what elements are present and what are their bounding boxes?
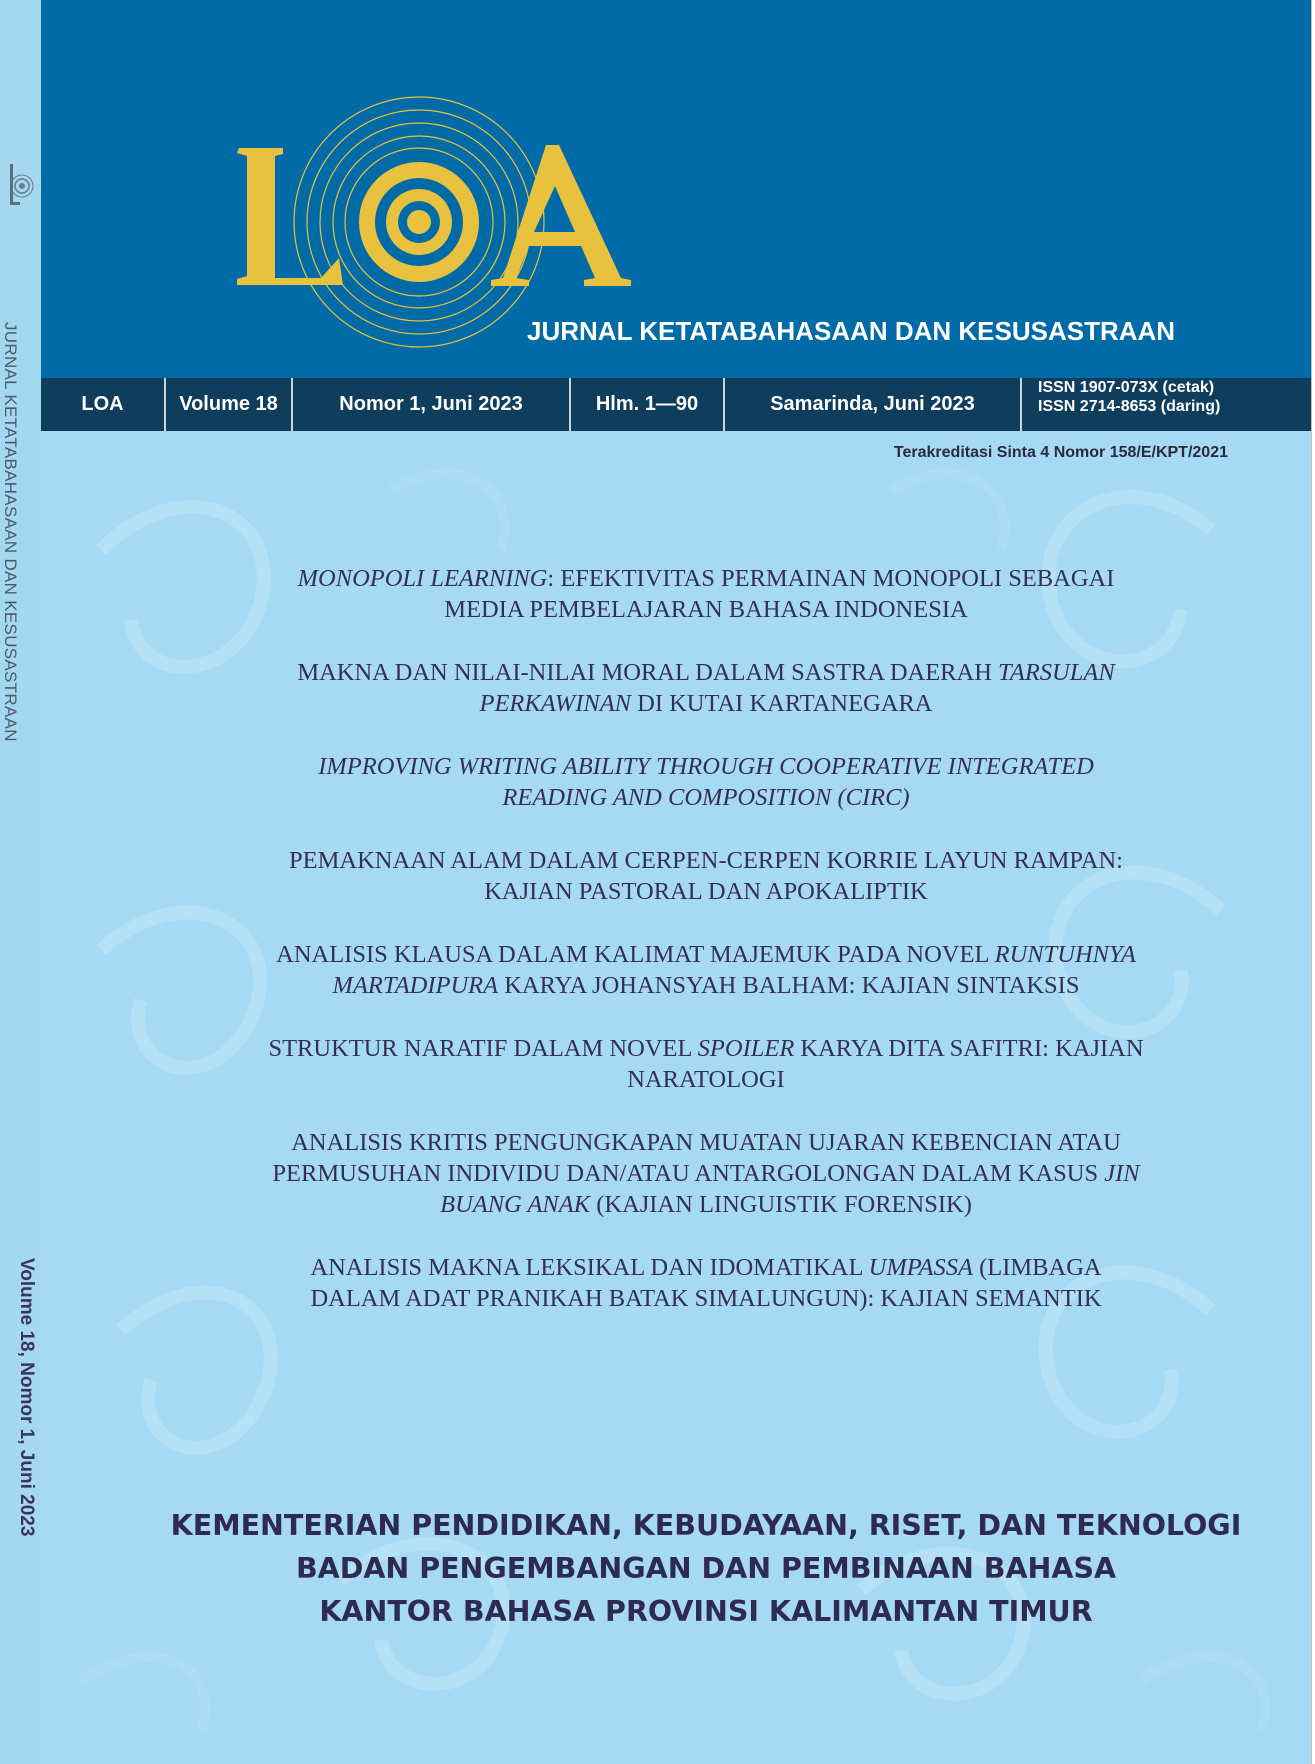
article-title-italic: TARSULAN bbox=[998, 659, 1115, 686]
article-list bbox=[161, 563, 1251, 1346]
article-title-text: (KAJIAN LINGUISTIK FORENSIK) bbox=[590, 1191, 972, 1218]
article-title-text: MEDIA PEMBELAJARAN BAHASA INDONESIA bbox=[444, 596, 968, 623]
article-title bbox=[161, 845, 1251, 907]
article-title-italic: MARTADIPURA bbox=[332, 972, 499, 999]
spine bbox=[0, 0, 42, 1764]
article-title-italic: IMPROVING WRITING ABILITY THROUGH COOPERATIVE INTEGRATED bbox=[318, 753, 1094, 780]
article-title-text: MAKNA DAN NILAI-NILAI MORAL DALAM SASTRA DAERAH bbox=[297, 659, 999, 686]
article-title bbox=[161, 939, 1251, 1001]
article-title-italic: PERKAWINAN bbox=[479, 690, 631, 717]
issn-online: ISSN 2714-8653 (daring) bbox=[1038, 398, 1221, 415]
cover-header bbox=[41, 0, 1311, 378]
info-place-date: Samarinda, Juni 2023 bbox=[725, 378, 1022, 431]
spine-title: JURNAL KETATABAHASAAN DAN KESUSASTRAAN bbox=[1, 322, 20, 742]
article-title bbox=[161, 1127, 1251, 1220]
article-title-italic: READING AND COMPOSITION (CIRC) bbox=[502, 784, 910, 811]
article-title-text: DI KUTAI KARTANEGARA bbox=[631, 690, 933, 717]
article-title-text: KARYA JOHANSYAH BALHAM: KAJIAN SINTAKSIS bbox=[498, 972, 1080, 999]
issn-print: ISSN 1907-073X (cetak) bbox=[1038, 379, 1215, 396]
article-title-text: ANALISIS KRITIS PENGUNGKAPAN MUATAN UJARAN KEBENCIAN ATAU bbox=[291, 1129, 1121, 1156]
article-title-italic: UMPASSA bbox=[868, 1254, 973, 1281]
article-title-text: : EFEKTIVITAS PERMAINAN MONOPOLI SEBAGAI bbox=[547, 565, 1115, 592]
info-issue: Nomor 1, Juni 2023 bbox=[293, 378, 571, 431]
article-title-italic: JIN bbox=[1104, 1160, 1140, 1187]
publisher-office: KANTOR BAHASA PROVINSI KALIMANTAN TIMUR bbox=[319, 1595, 1093, 1628]
spine-logo bbox=[6, 158, 36, 214]
info-pages: Hlm. 1—90 bbox=[571, 378, 725, 431]
article-title-italic: SPOILER bbox=[697, 1035, 795, 1062]
article-title-text: ANALISIS KLAUSA DALAM KALIMAT MAJEMUK PADA NOVEL bbox=[276, 941, 995, 968]
article-title-text: PEMAKNAAN ALAM DALAM CERPEN-CERPEN KORRIE LAYUN RAMPAN: bbox=[289, 847, 1123, 874]
article-title-italic: RUNTUHNYA bbox=[994, 941, 1136, 968]
article-title bbox=[161, 563, 1251, 625]
cover bbox=[41, 0, 1311, 1764]
article-title bbox=[161, 657, 1251, 719]
article-title bbox=[161, 751, 1251, 813]
article-title-italic: BUANG ANAK bbox=[440, 1191, 591, 1218]
article-title-text: DALAM ADAT PRANIKAH BATAK SIMALUNGUN): KAJIAN SEMANTIK bbox=[310, 1285, 1102, 1312]
article-title-text: STRUKTUR NARATIF DALAM NOVEL bbox=[268, 1035, 698, 1062]
article-title bbox=[161, 1033, 1251, 1095]
info-volume: Volume 18 bbox=[166, 378, 293, 431]
publisher-ministry: KEMENTERIAN PENDIDIKAN, KEBUDAYAAN, RISET, DAN TEKNOLOGI bbox=[170, 1509, 1242, 1542]
article-title-text: (LIMBAGA bbox=[972, 1254, 1102, 1281]
spine-volume-info: Volume 18, Nomor 1, Juni 2023 bbox=[16, 1258, 37, 1537]
accreditation-note: Terakreditasi Sinta 4 Nomor 158/E/KPT/2021 bbox=[893, 444, 1228, 461]
publisher-agency: BADAN PENGEMBANGAN DAN PEMBINAAN BAHASA bbox=[295, 1552, 1117, 1585]
info-issn bbox=[1022, 378, 1311, 431]
page-edge bbox=[1311, 0, 1315, 1764]
journal-name: JURNAL KETATABAHASAAN DAN KESUSASTRAAN bbox=[527, 316, 1176, 346]
article-title-text: PERMUSUHAN INDIVIDU DAN/ATAU ANTARGOLONGAN DALAM KASUS bbox=[272, 1160, 1105, 1187]
article-title-text: NARATOLOGI bbox=[627, 1066, 785, 1093]
article-title-italic: MONOPOLI LEARNING bbox=[297, 565, 548, 592]
article-title-text: KAJIAN PASTORAL DAN APOKALIPTIK bbox=[484, 878, 928, 905]
article-title-text: ANALISIS MAKNA LEKSIKAL DAN IDOMATIKAL bbox=[310, 1254, 869, 1281]
info-abbr: LOA bbox=[41, 378, 166, 431]
publisher-block bbox=[121, 1504, 1291, 1633]
article-title bbox=[161, 1252, 1251, 1314]
article-title-text: KARYA DITA SAFITRI: KAJIAN bbox=[794, 1035, 1144, 1062]
issue-info-bar bbox=[41, 378, 1311, 431]
